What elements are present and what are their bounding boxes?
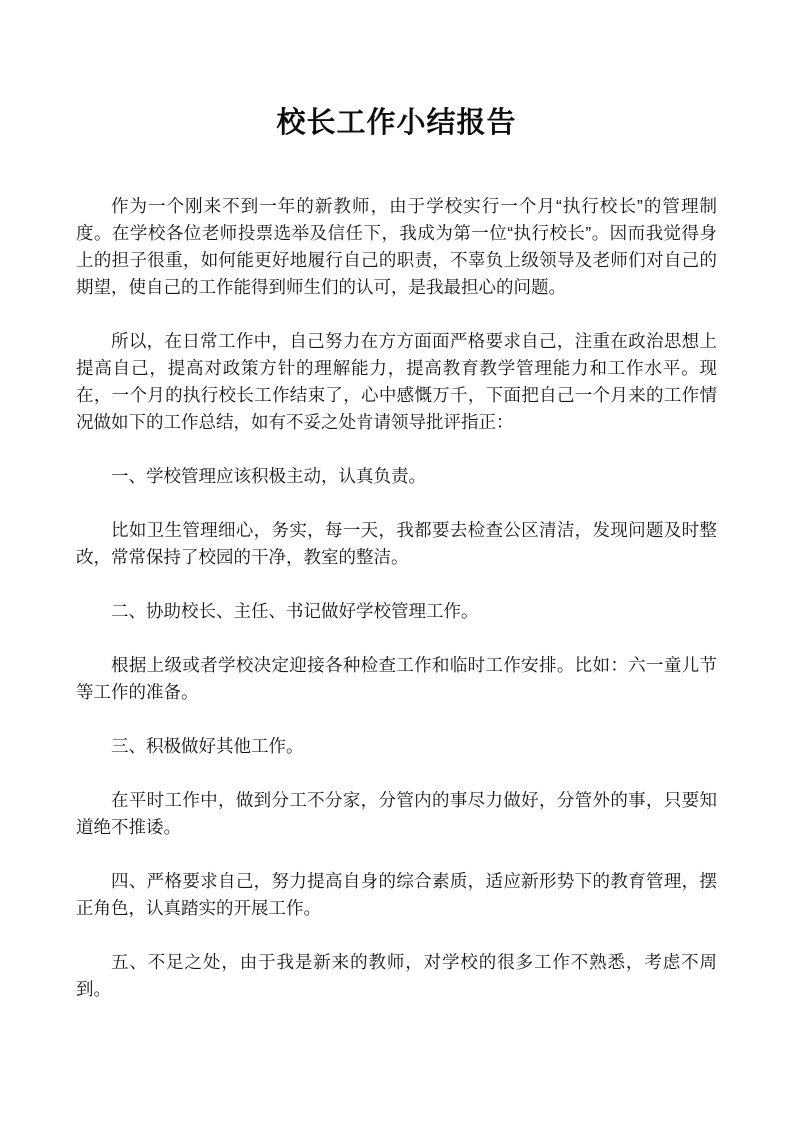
document-title: 校长工作小结报告 xyxy=(276,107,517,139)
paragraph-section-4: 四、严格要求自己，努力提高自身的综合素质，适应新形势下的教育管理，摆正角色，认真踏实的开展工作。 xyxy=(76,871,717,918)
paragraph-section-2-heading: 二、协助校长、主任、书记做好学校管理工作。 xyxy=(111,601,479,621)
paragraph-section-1-heading: 一、学校管理应该积极主动，认真负责。 xyxy=(111,466,426,486)
paragraph-section-2-body: 根据上级或者学校决定迎接各种检查工作和临时工作安排。比如：六一童儿节等工作的准备。 xyxy=(76,655,717,702)
paragraph-section-3-heading: 三、积极做好其他工作。 xyxy=(111,736,304,756)
paragraph-intro-2: 所以，在日常工作中，自己努力在方方面面严格要求自己，注重在政治思想上提高自己，提高对政策方针的理解能力，提高教育教学管理能力和工作水平。现在，一个月的执行校长工作结束了，心中感慨万千，下面把自己一个月来的工作情况做如下的工作总结，如有不妥之处肯请领导批评指正： xyxy=(76,331,717,432)
document-content xyxy=(0,104,793,1003)
paragraph-section-1-body: 比如卫生管理细心，务实，每一天，我都要去检查公区清洁，发现问题及时整改，常常保持了校园的干净，教室的整洁。 xyxy=(76,520,717,567)
paragraph-section-3-body: 在平时工作中，做到分工不分家，分管内的事尽力做好，分管外的事，只要知道绝不推诿。 xyxy=(76,790,717,837)
paragraph-intro-1: 作为一个刚来不到一年的新教师，由于学校实行一个月“执行校长”的管理制度。在学校各位老师投票选举及信任下，我成为第一位“执行校长”。因而我觉得身上的担子很重，如何能更好地履行自己的职责，不辜负上级领导及老师们对自己的期望，使自己的工作能得到师生们的认可，是我最担心的问题。 xyxy=(76,196,717,297)
paragraph-section-5: 五、不足之处，由于我是新来的教师，对学校的很多工作不熟悉，考虑不周到。 xyxy=(76,952,717,999)
